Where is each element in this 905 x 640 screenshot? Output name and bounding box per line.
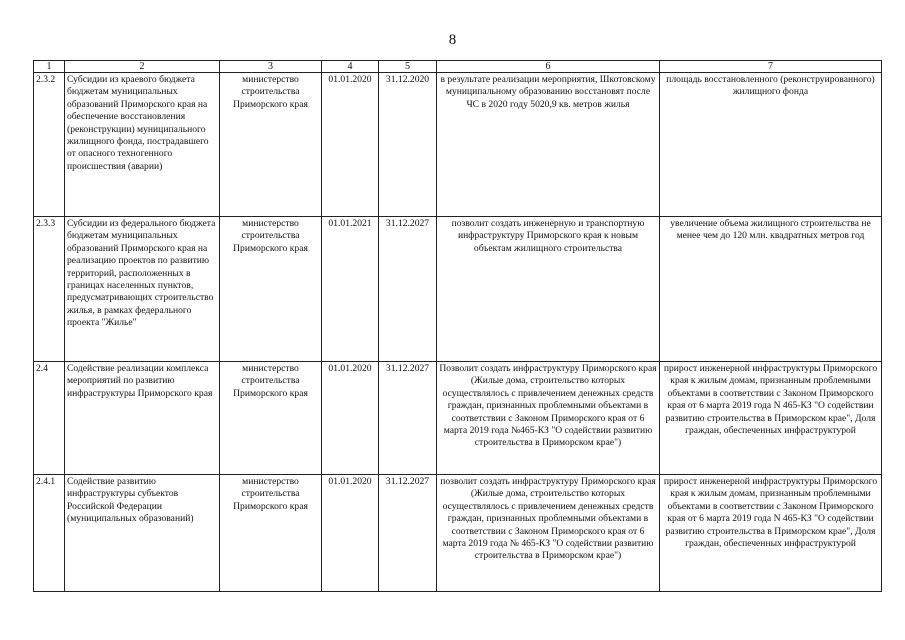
row-number: 2.3.2 bbox=[34, 73, 65, 217]
executor: министерство строительства Приморского края bbox=[220, 217, 322, 362]
expected-result: позволит создать инфраструктуру Приморского края (Жилые дома, строительство которых осуществлялось с привлечением денежных средств граждан, признанных проблемными объектами в соответствии с Законом Приморского края от 6 марта 2019 года № 465-КЗ "О содействии развитию строительства в Приморском крае") bbox=[437, 475, 660, 592]
executor: министерство строительства Приморского края bbox=[220, 362, 322, 475]
column-header-6: 6 bbox=[437, 61, 660, 73]
expected-result: Позволит создать инфраструктуру Приморского края (Жилые дома, строительство которых осуществлялось с привлечением денежных средств граждан, признанных проблемными объектами в соответствии с Законом Приморского края от 6 марта 2019 года №465-КЗ "О содействии развитию строительства в Приморском крае") bbox=[437, 362, 660, 475]
column-header-1: 1 bbox=[34, 61, 65, 73]
end-date: 31.12.2027 bbox=[379, 362, 437, 475]
table-row bbox=[34, 217, 882, 362]
end-date: 31.12.2020 bbox=[379, 73, 437, 217]
activity-name: Содействие развитию инфраструктуры субъектов Российской Федерации (муниципальных образований) bbox=[65, 475, 220, 592]
expected-result: в результате реализации мероприятия, Шкотовскому муниципальному образованию восстановят после ЧС в 2020 году 5020,9 кв. метров жилья bbox=[437, 73, 660, 217]
page-number: 8 bbox=[448, 32, 457, 48]
executor: министерство строительства Приморского края bbox=[220, 73, 322, 217]
column-header-3: 3 bbox=[220, 61, 322, 73]
column-header-5: 5 bbox=[379, 61, 437, 73]
row-number: 2.4 bbox=[34, 362, 65, 475]
start-date: 01.01.2021 bbox=[322, 217, 379, 362]
start-date: 01.01.2020 bbox=[322, 73, 379, 217]
row-number: 2.3.3 bbox=[34, 217, 65, 362]
end-date: 31.12.2027 bbox=[379, 475, 437, 592]
start-date: 01.01.2020 bbox=[322, 362, 379, 475]
table-header-row bbox=[34, 61, 882, 73]
table-row bbox=[34, 73, 882, 217]
table-row bbox=[34, 362, 882, 475]
column-header-2: 2 bbox=[65, 61, 220, 73]
executor: министерство строительства Приморского края bbox=[220, 475, 322, 592]
table-row bbox=[34, 475, 882, 592]
row-number: 2.4.1 bbox=[34, 475, 65, 592]
indicator: площадь восстановленного (реконструированного) жилищного фонда bbox=[660, 73, 882, 217]
activity-name: Субсидии из федерального бюджета бюджетам муниципальных образований Приморского края на реализацию проектов по развитию территорий, расположенных в границах населенных пунктов, предусматривающих строительство жилья, в рамках федерального проекта "Жилье" bbox=[65, 217, 220, 362]
column-header-7: 7 bbox=[660, 61, 882, 73]
start-date: 01.01.2020 bbox=[322, 475, 379, 592]
end-date: 31.12.2027 bbox=[379, 217, 437, 362]
activities-table bbox=[33, 60, 882, 592]
indicator: прирост инженерной инфраструктуры Приморского края к жилым домам, признанным проблемными объектами в соответствии с Законом Приморского края от 6 марта 2019 года N 465-КЗ "О содействии развитию строительства в Приморском крае", Доля граждан, обеспеченных инфраструктурой bbox=[660, 475, 882, 592]
activity-name: Субсидии из краевого бюджета бюджетам муниципальных образований Приморского края на обеспечение восстановления (реконструкции) муниципального жилищного фонда, пострадавшего от опасного техногенного происшествия (аварии) bbox=[65, 73, 220, 217]
column-header-4: 4 bbox=[322, 61, 379, 73]
indicator: прирост инженерной инфраструктуры Приморского края к жилым домам, признанным проблемными объектами в соответствии с Законом Приморского края от 6 марта 2019 года N 465-КЗ "О содействии развитию строительства в Приморском крае", Доля граждан, обеспеченных инфраструктурой bbox=[660, 362, 882, 475]
activity-name: Содействие реализации комплекса мероприятий по развитию инфраструктуры Приморского края bbox=[65, 362, 220, 475]
expected-result: позволит создать инженерную и транспортную инфраструктуру Приморского края к новым объектам жилищного строительства bbox=[437, 217, 660, 362]
indicator: увеличение объема жилищного строительства не менее чем до 120 млн. квадратных метров год bbox=[660, 217, 882, 362]
